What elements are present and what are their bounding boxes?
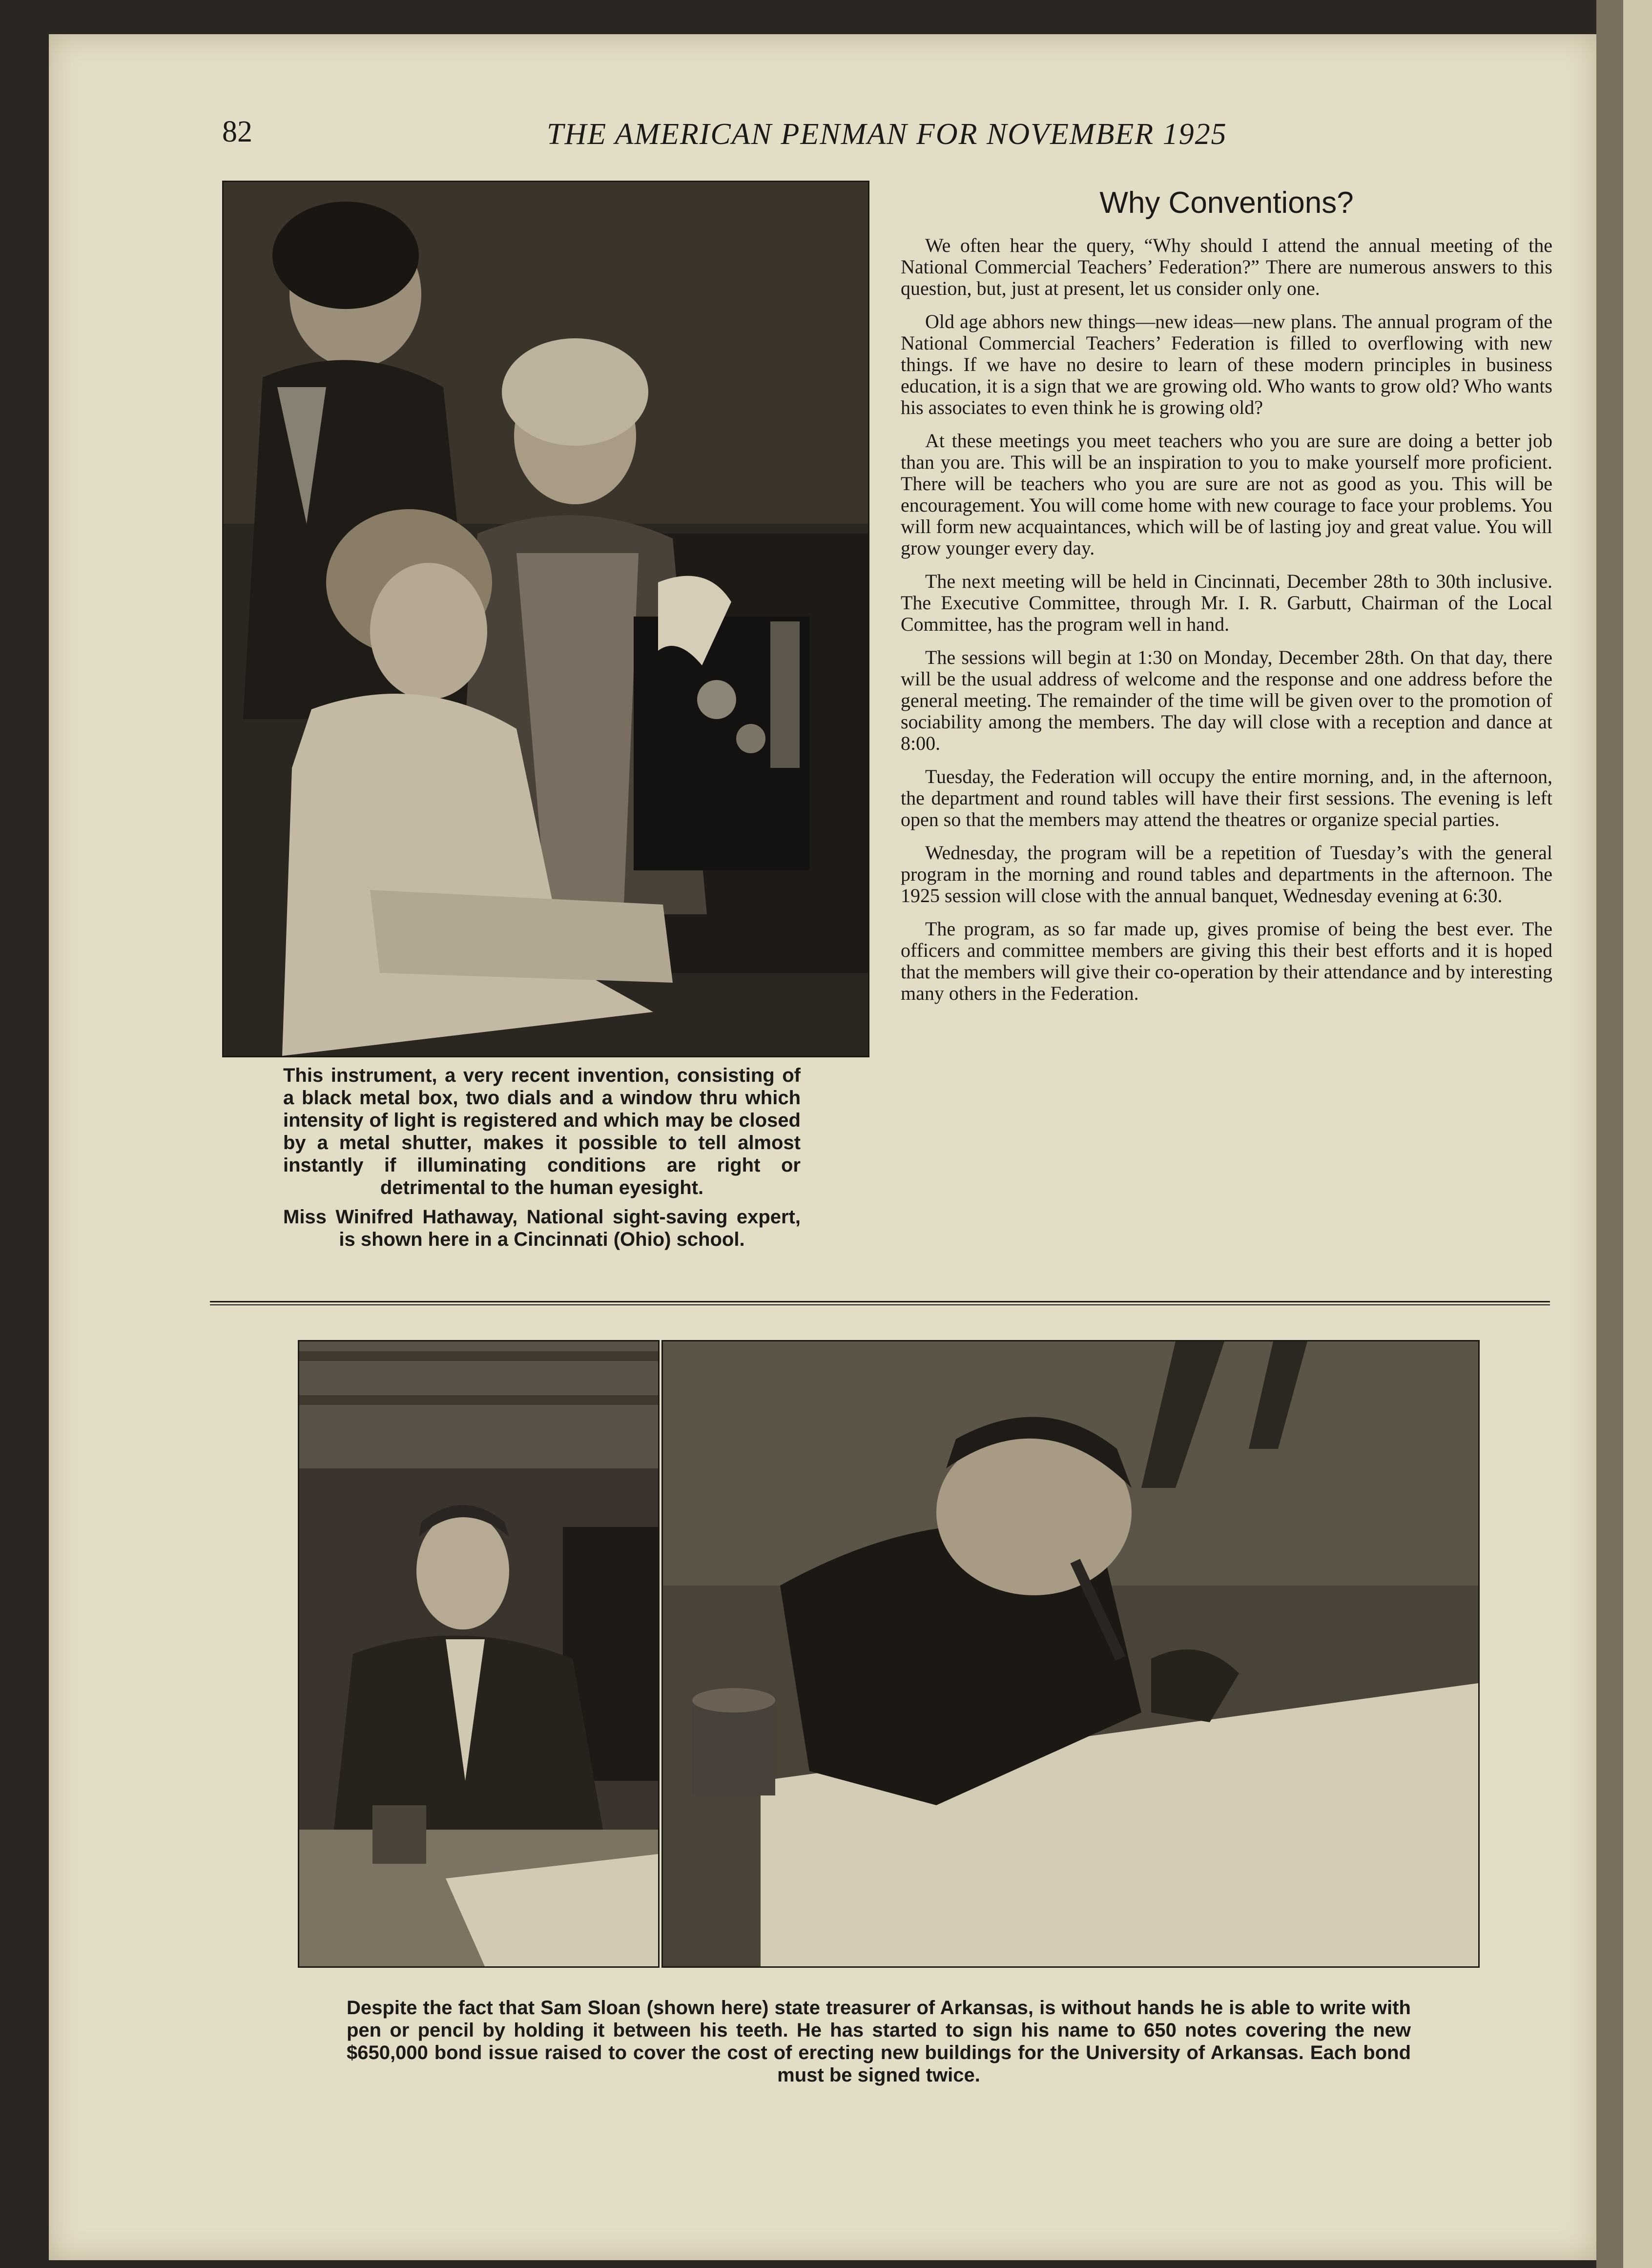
section-divider [210,1301,1550,1305]
top-photo-caption [283,1064,801,1258]
bottom-photo-caption: Despite the fact that Sam Sloan (shown here) state treasurer of Arkansas, is without hands he is able to write with pen or pencil by holding it between his teeth. He has started to sign his name to 650 notes covering the new $650,000 bond issue raised to cover the cost of erecting new buildings for the University of Arkansas. Each bond must be signed twice. [347,1997,1411,2086]
binding-edge [1596,0,1623,2268]
photo-light-meter [222,181,869,1057]
article-paragraph: The sessions will begin at 1:30 on Monday, December 28th. On that day, there will be the usual address of welcome and the response and one address before the general meeting. The remainder of the time will be given over to the promotion of sociability among the members. The day will close with a reception and dance at 8:00. [901,646,1552,754]
running-title: THE AMERICAN PENMAN FOR NOVEMBER 1925 [547,118,1227,151]
article-why-conventions [901,186,1552,1016]
article-title: Why Conventions? [1099,186,1354,220]
page-number: 82 [222,115,252,148]
article-paragraph: We often hear the query, “Why should I attend the annual meeting of the National Commercial Teachers’ Federation?” There are numerous answers to this question, but, just at present, let us consider only one. [901,234,1552,299]
article-paragraph: Old age abhors new things—new ideas—new plans. The annual program of the National Commercial Teachers’ Federation is filled to overflowing with new things. If we have no desire to learn of these modern principles in business education, it is a sign that we are growing old. Who wants to grow old? Who wants his associates to even think he is growing old? [901,310,1552,418]
article-paragraph: Tuesday, the Federation will occupy the entire morning, and, in the afternoon, the department and round tables will have their first sessions. The evening is left open so that the members may attend the theatres or organize special parties. [901,765,1552,830]
article-paragraph: The next meeting will be held in Cincinnati, December 28th to 30th inclusive. The Executive Committee, through Mr. I. R. Garbutt, Chairman of the Local Committee, has the program well in hand. [901,570,1552,635]
photo-sam-sloan-portrait [298,1340,660,1968]
caption-paragraph: This instrument, a very recent invention, consisting of a black metal box, two dials and a window thru which intensity of light is registered and which may be closed by a metal shutter, makes it possible to tell almost instantly if illuminating conditions are right or detrimental to the human eyesight. [283,1065,801,1198]
next-page-edge [1623,0,1652,2268]
caption-paragraph: Miss Winifred Hathaway, National sight-saving expert, is shown here in a Cincinnati (Ohio) school. [283,1206,801,1250]
article-paragraph: The program, as so far made up, gives promise of being the best ever. The officers and committee members are giving this their best efforts and it is hoped that the members will give their co-operation by their attendance and by interesting many others in the Federation. [901,918,1552,1004]
article-paragraph: At these meetings you meet teachers who you are sure are doing a better job than you are. This will be an inspiration to you to make yourself more proficient. There will be teachers who you are sure are not as good as you. This will be encouragement. You will come home with new courage to face your problems. You will form new acquaintances, which will be of lasting joy and great value. You will grow younger every day. [901,430,1552,559]
photo-sam-sloan-writing [661,1340,1480,1968]
article-paragraph: Wednesday, the program will be a repetition of Tuesday’s with the general program in the morning and round tables and departments in the afternoon. The 1925 session will close with the annual banquet, Wednesday evening at 6:30. [901,842,1552,907]
